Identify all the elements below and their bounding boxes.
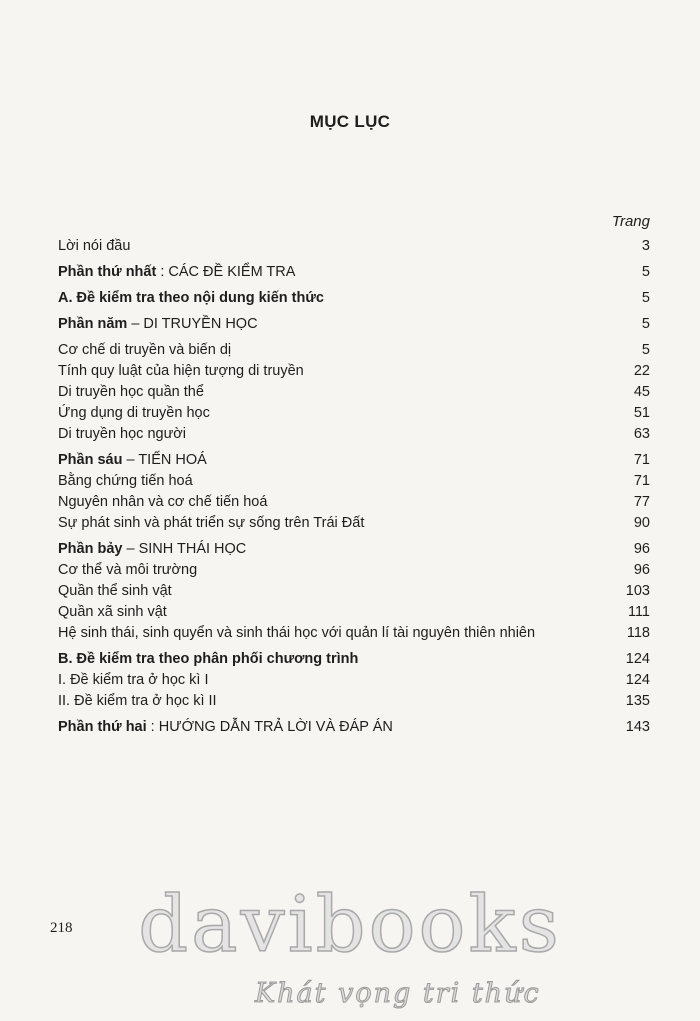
toc-entry-label	[58, 262, 295, 283]
toc-entry	[58, 602, 650, 623]
toc-entry	[58, 513, 650, 534]
toc-entry-text: Quần xã sinh vật	[58, 604, 167, 620]
toc-entry-label	[58, 560, 197, 581]
toc-entry-text: II. Đề kiểm tra ở học kì II	[58, 693, 217, 709]
toc-entry-text: Di truyền học quần thể	[58, 384, 204, 400]
toc-entry-text: : HƯỚNG DẪN TRẢ LỜI VÀ ĐÁP ÁN	[146, 719, 393, 735]
toc-entry	[58, 623, 650, 644]
toc-entry-label	[58, 602, 167, 623]
toc-entry-heading: Phần thứ hai	[58, 719, 147, 735]
watermark-brand: davibooks	[138, 880, 562, 970]
toc-entry-label	[58, 670, 209, 691]
toc-entry-label	[58, 492, 267, 513]
toc-entry	[58, 717, 650, 738]
toc-entry	[58, 581, 650, 602]
toc-entry	[58, 361, 650, 382]
toc-entry-text: Hệ sinh thái, sinh quyển và sinh thái học với quản lí tài nguyên thiên nhiên	[58, 625, 536, 641]
toc-entry-label	[58, 450, 207, 471]
toc-entry-label	[58, 340, 231, 361]
toc-entry-text: Lời nói đầu	[58, 238, 131, 254]
toc-entry-text: Ứng dụng di truyền học	[58, 405, 210, 421]
toc-entry-page: 135	[625, 693, 650, 709]
toc-entry-text: : CÁC ĐỀ KIỂM TRA	[156, 264, 296, 280]
toc-entry-page: 71	[633, 452, 650, 468]
toc-entry-label	[58, 424, 186, 445]
toc-entry-page: 124	[625, 651, 650, 667]
toc-entry	[58, 492, 650, 513]
toc-entry-page: 77	[633, 494, 650, 510]
toc-entry	[58, 403, 650, 424]
toc-entry-page: 22	[633, 363, 650, 379]
toc-entry-page: 90	[633, 515, 650, 531]
toc-entry-page: 45	[633, 384, 650, 400]
toc-entry-text: I. Đề kiểm tra ở học kì I	[58, 672, 209, 688]
toc-entry-label	[58, 288, 324, 309]
watermark-slogan: Khát vọng tri thức	[255, 978, 541, 1009]
toc-entry	[58, 340, 650, 361]
toc-entry	[58, 424, 650, 445]
toc-entry-page: 5	[641, 316, 650, 332]
toc-entry-label	[58, 403, 210, 424]
toc-entry-heading: B. Đề kiểm tra theo phân phối chương trình	[58, 651, 359, 667]
toc-entry-label	[58, 623, 535, 644]
toc-entry-label	[58, 691, 217, 712]
toc-entry	[58, 382, 650, 403]
toc-entry-text: – DI TRUYỀN HỌC	[127, 316, 258, 332]
toc-entry-page: 96	[633, 562, 650, 578]
toc-entry-label	[58, 382, 204, 403]
toc-entry-text: Cơ thể và môi trường	[58, 562, 198, 578]
toc-entry-page: 118	[626, 625, 650, 641]
table-of-contents	[58, 236, 650, 738]
toc-entry-text: – TIẾN HOÁ	[122, 452, 207, 468]
page-number: 218	[50, 920, 73, 936]
toc-entry-heading: Phần thứ nhất	[58, 264, 157, 280]
toc-entry-label	[58, 539, 246, 560]
toc-entry-text: Bằng chứng tiến hoá	[58, 473, 193, 489]
toc-entry-page: 96	[633, 541, 650, 557]
toc-entry-page: 143	[625, 719, 650, 735]
toc-entry-text: Sự phát sinh và phát triển sự sống trên Trái Đất	[58, 515, 365, 531]
toc-entry-label	[58, 649, 358, 670]
toc-entry	[58, 560, 650, 581]
toc-entry-page: 63	[633, 426, 650, 442]
toc-entry-page: 3	[641, 238, 650, 254]
toc-entry-heading: Phần bảy	[58, 541, 123, 557]
page-column-header: Trang	[611, 213, 650, 230]
toc-entry	[58, 539, 650, 560]
toc-entry-label	[58, 361, 304, 382]
toc-entry-page: 51	[633, 405, 650, 421]
toc-entry-page: 111	[627, 604, 650, 620]
toc-entry-page: 5	[641, 290, 650, 306]
toc-entry-label	[58, 581, 172, 602]
toc-entry	[58, 649, 650, 670]
toc-entry-label	[58, 471, 193, 492]
toc-entry-page: 71	[633, 473, 650, 489]
toc-entry-label	[58, 513, 364, 534]
toc-entry	[58, 288, 650, 309]
toc-entry-label	[58, 314, 258, 335]
toc-entry-text: Nguyên nhân và cơ chế tiến hoá	[58, 494, 268, 510]
toc-entry-heading: Phần năm	[58, 316, 128, 332]
toc-entry-text: Di truyền học người	[58, 426, 187, 442]
toc-entry	[58, 262, 650, 283]
toc-entry-label	[58, 236, 130, 257]
toc-entry-label	[58, 717, 393, 738]
toc-entry-text: – SINH THÁI HỌC	[122, 541, 247, 557]
toc-entry	[58, 471, 650, 492]
toc-entry-text: Cơ chế di truyền và biến dị	[58, 342, 232, 358]
page-title: MỤC LỤC	[309, 112, 391, 131]
toc-entry-page: 5	[641, 264, 650, 280]
toc-entry-heading: Phần sáu	[58, 452, 123, 468]
toc-entry	[58, 314, 650, 335]
toc-entry-text: Quần thể sinh vật	[58, 583, 172, 599]
toc-entry	[58, 450, 650, 471]
toc-entry-heading: A. Đề kiểm tra theo nội dung kiến thức	[58, 290, 324, 306]
toc-entry-text: Tính quy luật của hiện tượng di truyền	[58, 363, 304, 379]
toc-entry-page: 5	[641, 342, 650, 358]
toc-entry-page: 124	[625, 672, 650, 688]
toc-entry-page: 103	[625, 583, 650, 599]
toc-entry	[58, 691, 650, 712]
toc-entry	[58, 236, 650, 257]
toc-entry	[58, 670, 650, 691]
